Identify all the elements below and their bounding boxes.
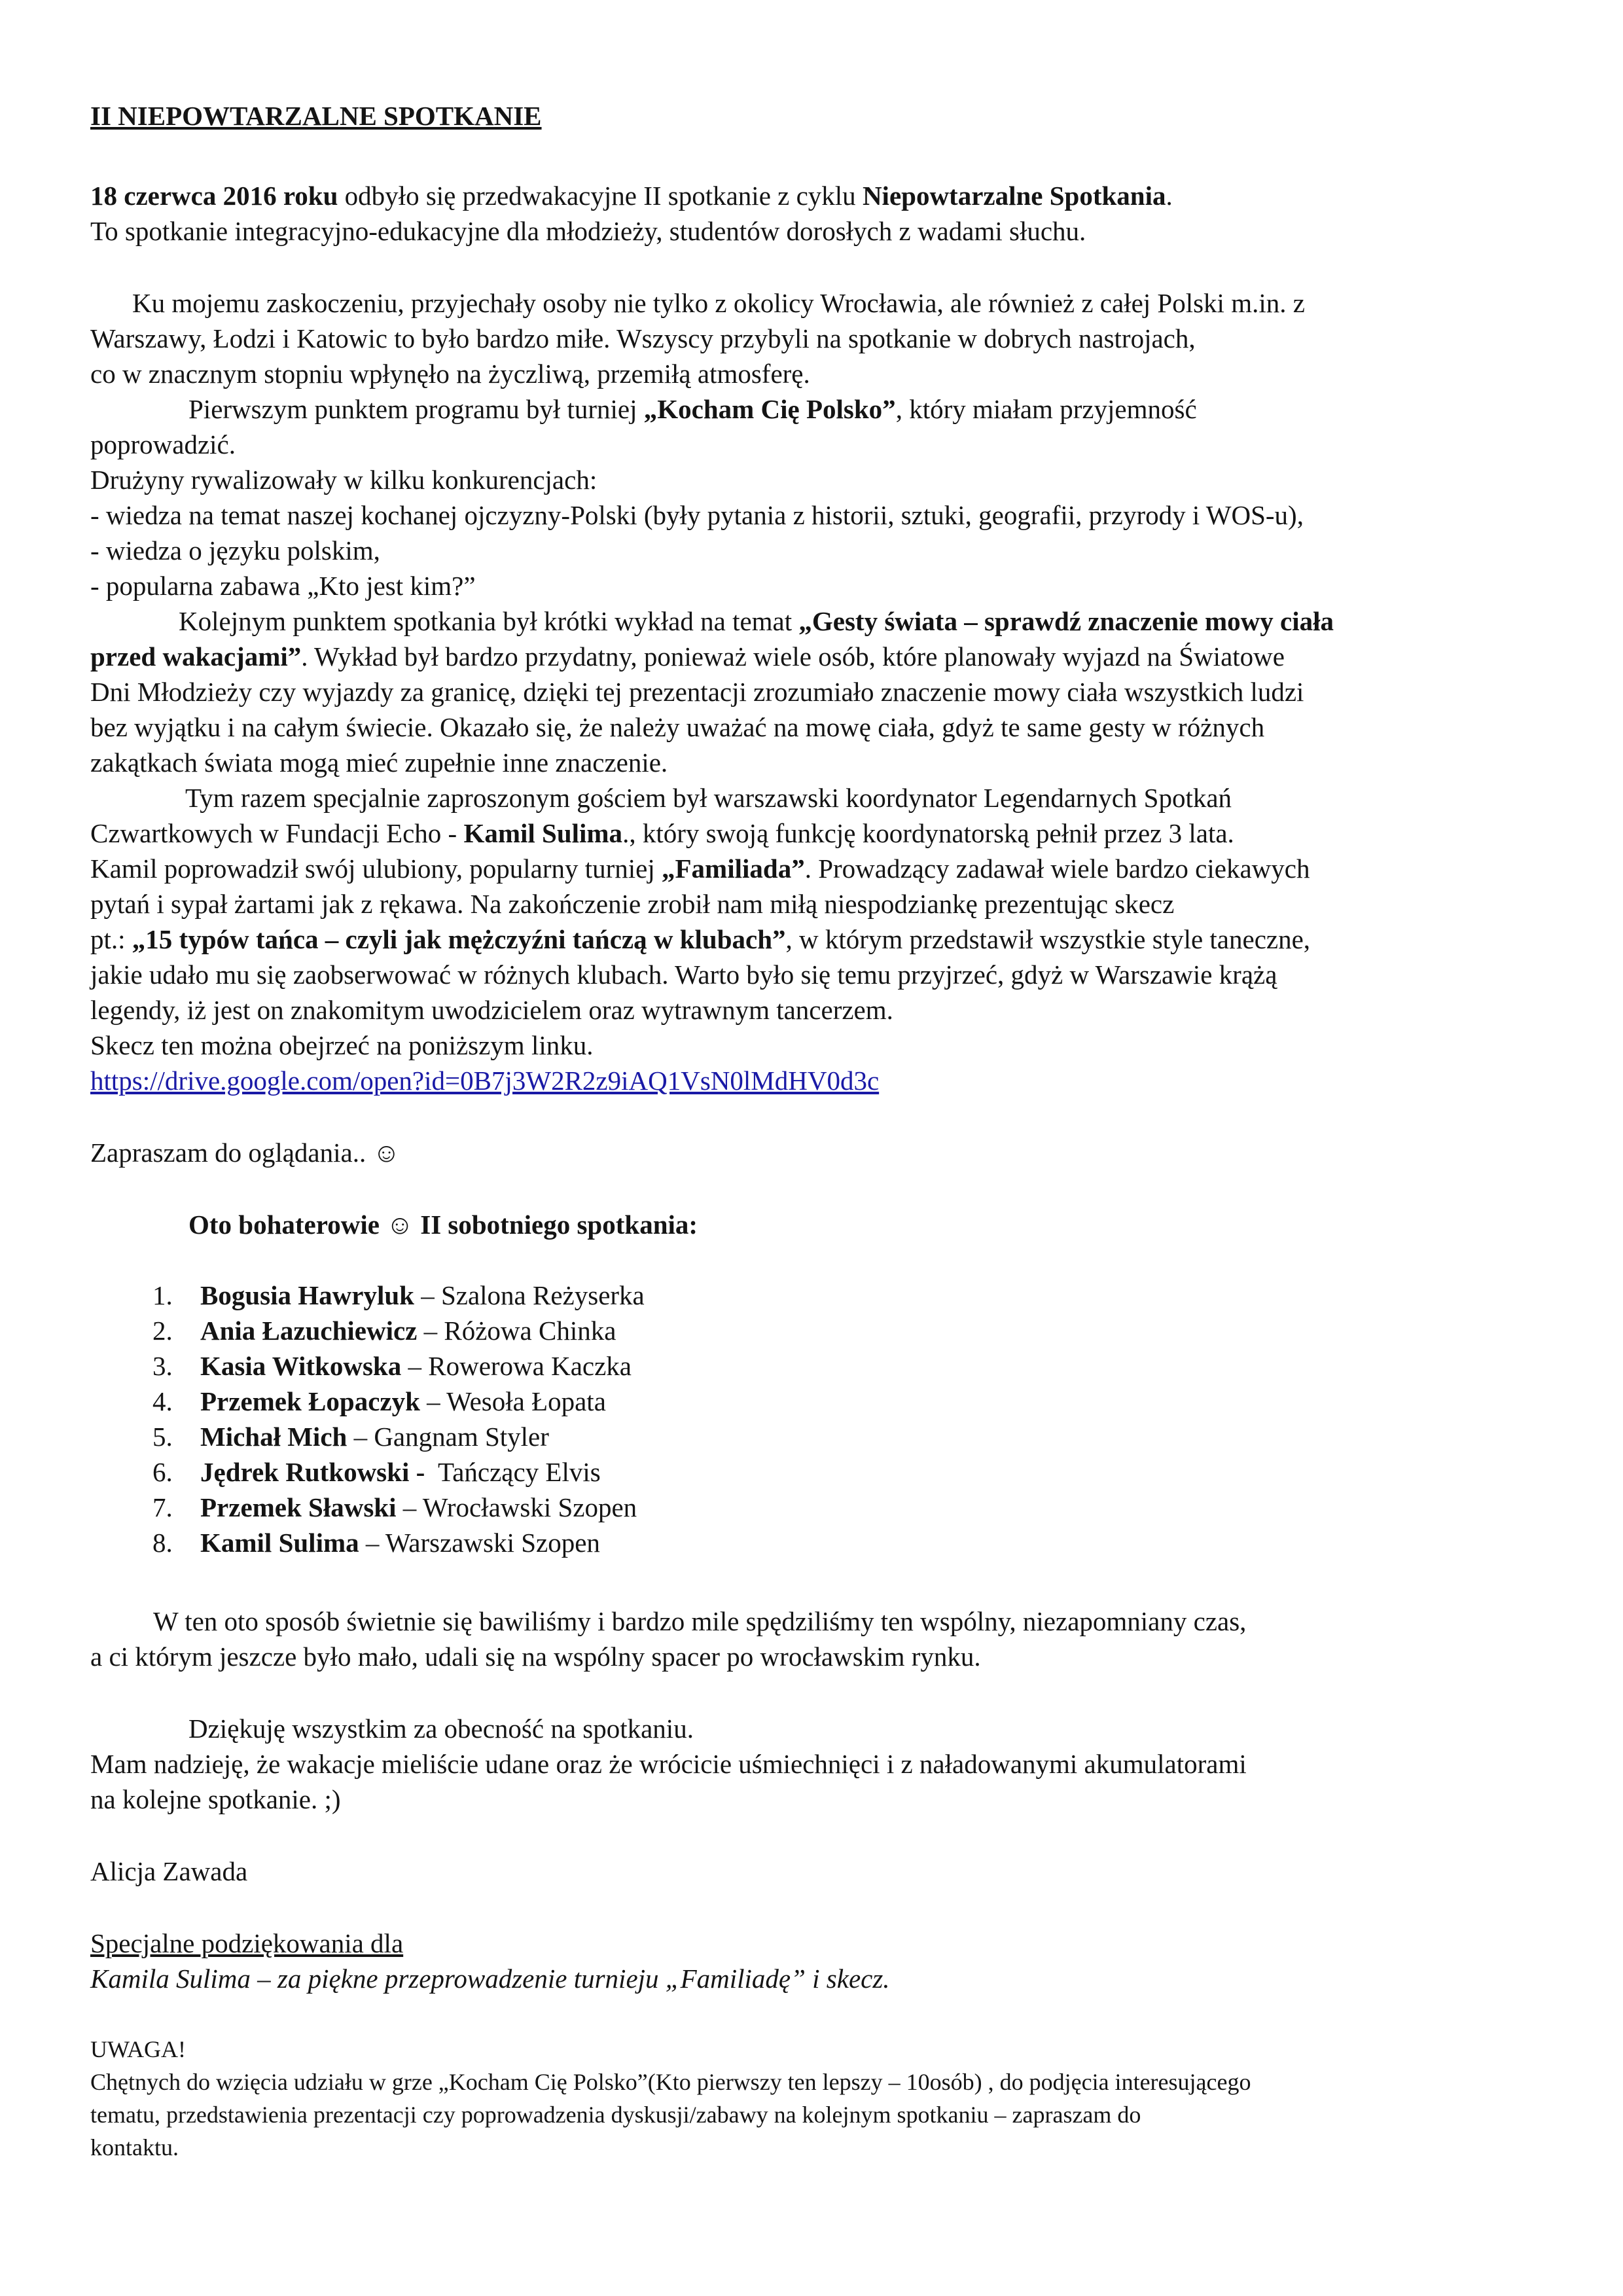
note-heading: UWAGA!	[90, 2036, 186, 2062]
paragraph-4-line-3	[90, 851, 1310, 886]
meeting-date: 18 czerwca 2016 roku	[90, 181, 338, 211]
hero-name: Kasia Witkowska	[200, 1351, 402, 1381]
paragraph-4-line-1: Tym razem specjalnie zaproszonym gościem był warszawski koordynator Legendarnych Spotkań	[185, 783, 1232, 813]
separator: –	[347, 1422, 374, 1452]
hero-nickname: Wesoła Łopata	[446, 1386, 606, 1416]
list-number: 5.	[152, 1422, 173, 1452]
video-link[interactable]: https://drive.google.com/open?id=0B7j3W2R2z9iAQ1VsN0lMdHV0d3c	[90, 1066, 880, 1096]
separator: –	[419, 1386, 447, 1416]
p4-text-5: pt.:	[90, 924, 132, 954]
list-item	[152, 1525, 600, 1560]
paragraph-2-line-3: Drużyny rywalizowały w kilku konkurencjach:	[90, 465, 597, 495]
hero-nickname: Tańczący Elvis	[438, 1457, 601, 1487]
separator: –	[417, 1316, 444, 1346]
thanks-line-1: Dziękuję wszystkim za obecność na spotkaniu.	[188, 1713, 694, 1744]
lecture-title: „Gesty świata – sprawdź znaczenie mowy ciała	[798, 606, 1334, 636]
hero-name: Przemek Sławski	[200, 1492, 397, 1522]
competition-item-1: - wiedza na temat naszej kochanej ojczyzny-Polski (były pytania z historii, sztuki, geografii, przyrody i WOS-u),	[90, 500, 1304, 530]
paragraph-3-line-4: bez wyjątku i na całym świecie. Okazało się, że należy uważać na mowę ciała, gdyż te same gesty w różnych	[90, 712, 1265, 742]
paragraph-4-line-7: legendy, iż jest on znakomitym uwodzicielem oraz wytrawnym tancerzem.	[90, 995, 893, 1025]
list-number: 2.	[152, 1316, 173, 1346]
p3-text-2: . Wykład był bardzo przydatny, ponieważ wiele osób, które planowały wyjazd na Światowe	[301, 641, 1285, 672]
list-number: 3.	[152, 1351, 173, 1381]
paragraph-2-line-1	[188, 391, 1197, 427]
list-item	[152, 1313, 616, 1348]
competition-item-2: - wiedza o języku polskim,	[90, 535, 380, 565]
hero-name: Bogusia Hawryluk	[200, 1280, 414, 1310]
closing-line-1: W ten oto sposób świetnie się bawiliśmy i bardzo mile spędziliśmy ten wspólny, niezapomniany czas,	[153, 1606, 1247, 1636]
list-item	[152, 1490, 637, 1525]
paragraph-3-line-3: Dni Młodzieży czy wyjazdy za granicę, dzięki tej prezentacji zrozumiało znaczenie mowy ciała wszystkich ludzi	[90, 677, 1304, 707]
hero-nickname: Rowerowa Kaczka	[428, 1351, 632, 1381]
list-number: 8.	[152, 1528, 173, 1558]
p4-text-end: ., który swoją funkcję koordynatorską pełnił przez 3 lata.	[622, 818, 1234, 848]
special-thanks-line: Kamila Sulima – za piękne przeprowadzenie turnieju „Familiadę” i skecz.	[90, 1964, 890, 1994]
signature: Alicja Zawada	[90, 1856, 248, 1886]
hero-name: Przemek Łopaczyk	[200, 1386, 420, 1416]
hero-nickname: Różowa Chinka	[444, 1316, 616, 1346]
competition-item-3: - popularna zabawa „Kto jest kim?”	[90, 571, 476, 601]
list-number: 1.	[152, 1280, 173, 1310]
closing-line-2: a ci którym jeszcze było mało, udali się na wspólny spacer po wrocławskim rynku.	[90, 1641, 981, 1672]
hero-nickname: Szalona Reżyserka	[440, 1280, 645, 1310]
p4-text-5-end: , w którym przedstawił wszystkie style taneczne,	[785, 924, 1311, 954]
p4-text-3: Kamil poprowadził swój ulubiony, popularny turniej	[90, 853, 662, 884]
list-number: 6.	[152, 1457, 173, 1487]
separator: –	[359, 1528, 385, 1558]
document-title: II NIEPOWTARZALNE SPOTKANIE	[90, 101, 542, 131]
list-item	[152, 1278, 645, 1313]
paragraph-3-line-2	[90, 639, 1285, 674]
hero-name: Ania Łazuchiewicz	[200, 1316, 418, 1346]
separator	[425, 1457, 438, 1487]
separator: –	[414, 1280, 441, 1310]
hero-nickname: Warszawski Szopen	[385, 1528, 600, 1558]
p4-text: Czwartkowych w Fundacji Echo -	[90, 818, 464, 848]
intro-line-2: To spotkanie integracyjno-edukacyjne dla młodzieży, studentów dorosłych z wadami słuchu.	[90, 216, 1086, 246]
series-name: Niepowtarzalne Spotkania	[862, 181, 1166, 211]
sketch-title: „15 typów tańca – czyli jak mężczyźni tańczą w klubach”	[132, 924, 786, 954]
paragraph-4-line-5	[90, 922, 1310, 957]
paragraph-1-line-3: co w znacznym stopniu wpłynęło na życzliwą, przemiłą atmosferę.	[90, 359, 810, 389]
heroes-heading: Oto bohaterowie ☺ II sobotniego spotkania:	[188, 1210, 698, 1240]
thanks-line-2: Mam nadzieję, że wakacje mieliście udane oraz że wrócicie uśmiechnięci i z naładowanymi akumulatorami	[90, 1749, 1247, 1779]
list-item	[152, 1384, 606, 1419]
hero-name: Michał Mich	[200, 1422, 348, 1452]
note-line-3: kontaktu.	[90, 2134, 179, 2161]
paragraph-4-line-2	[90, 816, 1234, 851]
list-item	[152, 1419, 549, 1454]
separator: –	[396, 1492, 423, 1522]
note-line-2: tematu, przedstawienia prezentacji czy poprowadzenia dyskusji/zabawy na kolejnym spotkaniu – zapraszam do	[90, 2102, 1141, 2128]
paragraph-4-line-8: Skecz ten można obejrzeć na poniższym linku.	[90, 1030, 594, 1060]
paragraph-4-line-4: pytań i sypał żartami jak z rękawa. Na zakończenie zrobił nam miłą niespodziankę prezentując skecz	[90, 889, 1175, 919]
p2-text-end: , który miałam przyjemność	[895, 394, 1197, 424]
p2-text: Pierwszym punktem programu był turniej	[188, 394, 644, 424]
invite-line: Zapraszam do oglądania.. ☺	[90, 1138, 401, 1168]
thanks-line-3: na kolejne spotkanie. ;)	[90, 1784, 341, 1814]
intro-line-1	[90, 178, 1173, 213]
paragraph-1-line-1: Ku mojemu zaskoczeniu, przyjechały osoby nie tylko z okolicy Wrocławia, ale również z całej Polski m.in. z	[132, 288, 1305, 318]
paragraph-2-line-2: poprowadzić.	[90, 429, 236, 459]
paragraph-4-line-6: jakie udało mu się zaobserwować w różnych klubach. Warto było się temu przyjrzeć, gdyż w Warszawie krążą	[90, 960, 1277, 990]
special-thanks-heading: Specjalne podziękowania dla	[90, 1928, 404, 1958]
tournament-name: „Kocham Cię Polsko”	[643, 394, 896, 424]
list-item	[152, 1348, 632, 1384]
hero-nickname: Gangnam Styler	[374, 1422, 549, 1452]
p3-text: Kolejnym punktem spotkania był krótki wykład na temat	[179, 606, 799, 636]
paragraph-1-line-2: Warszawy, Łodzi i Katowic to było bardzo miłe. Wszyscy przybyli na spotkanie w dobrych nastrojach,	[90, 323, 1196, 353]
lecture-title-end: przed wakacjami”	[90, 641, 302, 672]
paragraph-3-line-5: zakątkach świata mogą mieć zupełnie inne znaczenie.	[90, 747, 668, 778]
familiada-name: „Familiada”	[662, 853, 805, 884]
list-number: 4.	[152, 1386, 173, 1416]
intro-text: odbyło się przedwakacyjne II spotkanie z cyklu	[338, 181, 863, 211]
separator: –	[401, 1351, 429, 1381]
guest-name: Kamil Sulima	[463, 818, 623, 848]
p4-text-3-end: . Prowadzący zadawał wiele bardzo ciekawych	[804, 853, 1310, 884]
intro-period: .	[1166, 181, 1173, 211]
hero-name: Jędrek Rutkowski -	[200, 1457, 425, 1487]
list-number: 7.	[152, 1492, 173, 1522]
paragraph-3-line-1	[179, 603, 1334, 639]
list-item	[152, 1454, 601, 1490]
hero-nickname: Wrocławski Szopen	[422, 1492, 637, 1522]
hero-name: Kamil Sulima	[200, 1528, 359, 1558]
note-line-1: Chętnych do wzięcia udziału w grze „Kocham Cię Polsko”(Kto pierwszy ten lepszy – 10osób) , do podjęcia interesującego	[90, 2069, 1251, 2095]
